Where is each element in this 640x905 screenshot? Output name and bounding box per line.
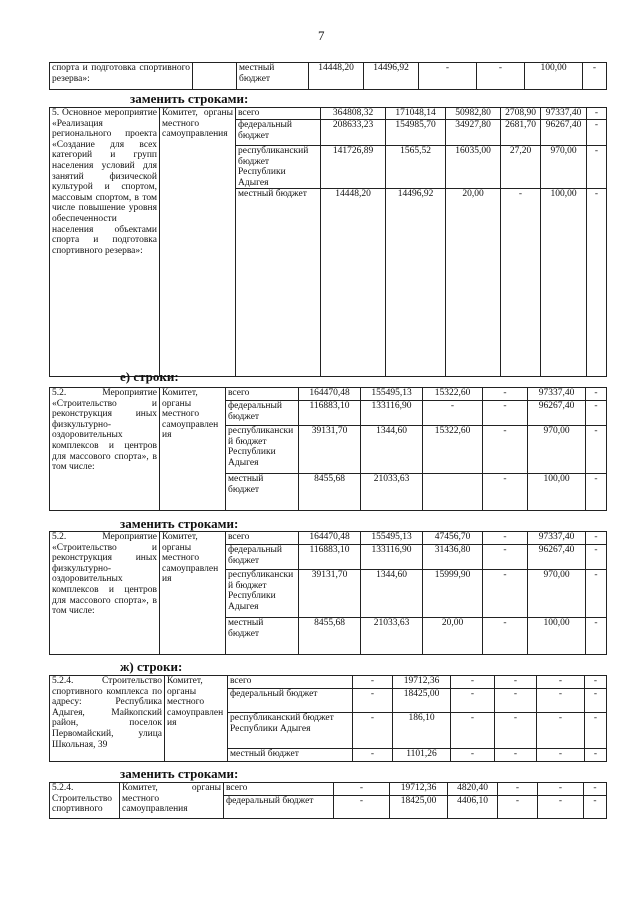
value-cell: 100,00 xyxy=(541,189,587,377)
value-cell: 31436,80 xyxy=(423,545,483,570)
table-row xyxy=(50,63,607,90)
table-measure-5 xyxy=(49,107,607,377)
measure-name-cell: 5.2.4. Строительство спортивного xyxy=(50,783,120,819)
value-cell: - xyxy=(498,783,538,796)
value-cell: 20,00 xyxy=(446,189,501,377)
executor-cell: Комитет, органы местного самоуправления xyxy=(160,108,236,377)
funding-source-cell: федеральный бюджет xyxy=(226,545,299,570)
value-cell: 100,00 xyxy=(528,618,586,655)
value-cell: 97337,40 xyxy=(528,388,586,401)
value-cell: 21033,63 xyxy=(361,618,423,655)
value-cell: 20,00 xyxy=(423,618,483,655)
value-cell: - xyxy=(501,189,541,377)
value-cell: - xyxy=(451,676,495,689)
value-cell: 100,00 xyxy=(525,63,583,90)
funding-source-cell: местный бюджет xyxy=(226,618,299,655)
table-measure-5-2-4-new xyxy=(49,782,607,819)
value-cell: - xyxy=(483,426,528,474)
funding-source-cell: местный бюджет xyxy=(237,63,309,90)
value-cell: - xyxy=(538,796,584,819)
value-cell: - xyxy=(537,689,585,713)
value-cell: 27,20 xyxy=(501,146,541,189)
value-cell: - xyxy=(586,545,607,570)
value-cell: 2708,90 xyxy=(501,108,541,120)
value-cell: 1344,60 xyxy=(361,426,423,474)
value-cell: - xyxy=(583,63,607,90)
value-cell: 14448,20 xyxy=(309,63,364,90)
value-cell: 100,00 xyxy=(528,474,586,511)
table-row xyxy=(50,783,607,796)
value-cell: 21033,63 xyxy=(361,474,423,511)
value-cell: - xyxy=(483,570,528,618)
value-cell: - xyxy=(585,676,607,689)
funding-source-cell: федеральный бюджет xyxy=(224,796,334,819)
value-cell: - xyxy=(483,401,528,426)
section-heading: заменить строками: xyxy=(120,516,239,531)
table-row xyxy=(50,676,607,689)
value-cell: 47456,70 xyxy=(423,532,483,545)
value-cell: 15322,60 xyxy=(423,426,483,474)
funding-source-cell: всего xyxy=(226,388,299,401)
value-cell: 155495,13 xyxy=(361,388,423,401)
measure-name-cell: 5.2.4. Строительство спортивного комплекса по адресу: Республика Адыгея, Майкопский район, поселок Первомайский, улица Школьная, 39 xyxy=(50,676,165,762)
value-cell: 1344,60 xyxy=(361,570,423,618)
value-cell: - xyxy=(537,713,585,749)
value-cell: - xyxy=(334,783,390,796)
value-cell: 2681,70 xyxy=(501,120,541,146)
funding-source-cell: всего xyxy=(226,532,299,545)
value-cell: 4406,10 xyxy=(448,796,498,819)
value-cell: 208633,23 xyxy=(321,120,386,146)
funding-source-cell: республиканский бюджет Республики Адыгея xyxy=(226,570,299,618)
value-cell: 96267,40 xyxy=(528,545,586,570)
value-cell: 96267,40 xyxy=(528,401,586,426)
value-cell: - xyxy=(537,676,585,689)
value-cell: - xyxy=(586,401,607,426)
value-cell: - xyxy=(586,570,607,618)
value-cell: 18425,00 xyxy=(393,689,451,713)
value-cell: 39131,70 xyxy=(299,570,361,618)
value-cell: 4820,40 xyxy=(448,783,498,796)
funding-source-cell: республиканский бюджет Республики Адыгея xyxy=(226,426,299,474)
table-measure-5-2-4-old xyxy=(49,675,607,762)
value-cell: - xyxy=(586,474,607,511)
value-cell: 141726,89 xyxy=(321,146,386,189)
value-cell: - xyxy=(584,796,607,819)
funding-source-cell: всего xyxy=(224,783,334,796)
value-cell: - xyxy=(353,689,393,713)
value-cell: - xyxy=(451,749,495,762)
measure-name-cell: спорта и подготовка спортивного резерва»: xyxy=(50,63,193,90)
measure-name-cell: 5.2. Мероприятие «Строительство и реконструкция иных физкультурно-оздоровительных комплексов и центров для массового спорта», в том числе: xyxy=(50,532,160,655)
value-cell: - xyxy=(423,401,483,426)
value-cell: 8455,68 xyxy=(299,474,361,511)
value-cell: 18425,00 xyxy=(390,796,448,819)
value-cell: - xyxy=(587,189,607,377)
funding-source-cell: республиканский бюджет Республики Адыгея xyxy=(228,713,353,749)
value-cell: 970,00 xyxy=(541,146,587,189)
value-cell: - xyxy=(451,689,495,713)
value-cell: 186,10 xyxy=(393,713,451,749)
value-cell: - xyxy=(585,713,607,749)
value-cell: 97337,40 xyxy=(541,108,587,120)
value-cell: - xyxy=(585,689,607,713)
value-cell: - xyxy=(498,796,538,819)
value-cell xyxy=(423,474,483,511)
value-cell: - xyxy=(587,146,607,189)
section-heading: ж) строки: xyxy=(120,659,183,674)
value-cell: 116883,10 xyxy=(299,401,361,426)
value-cell: - xyxy=(584,783,607,796)
funding-source-cell: местный бюджет xyxy=(226,474,299,511)
value-cell: - xyxy=(353,749,393,762)
measure-name-cell: 5.2. Мероприятие «Строительство и реконструкция иных физкультурно-оздоровительных комплексов и центров для массового спорта», в том числе: xyxy=(50,388,160,511)
value-cell: 171048,14 xyxy=(386,108,446,120)
table-row xyxy=(50,532,607,545)
value-cell: - xyxy=(334,796,390,819)
value-cell: - xyxy=(587,108,607,120)
executor-cell: Комитет, органы местного самоуправления xyxy=(120,783,224,819)
table-measure-5-2-new xyxy=(49,531,607,655)
value-cell: - xyxy=(587,120,607,146)
table-row xyxy=(50,388,607,401)
measure-name-cell: 5. Основное мероприятие «Реализация регионального проекта «Создание для всех категорий и групп населения условий для занятий физической культурой и спортом, массовым спортом, в том числе повышение уровня обеспеченности населения объектами спорта и подготовка спортивного резерва»: xyxy=(50,108,160,377)
value-cell: - xyxy=(451,713,495,749)
funding-source-cell: всего xyxy=(236,108,321,120)
value-cell: - xyxy=(483,545,528,570)
funding-source-cell: местный бюджет xyxy=(236,189,321,377)
value-cell: - xyxy=(353,676,393,689)
value-cell: - xyxy=(586,618,607,655)
value-cell: 96267,40 xyxy=(541,120,587,146)
value-cell: 155495,13 xyxy=(361,532,423,545)
value-cell: - xyxy=(586,388,607,401)
value-cell: - xyxy=(483,388,528,401)
section-heading: е) строки: xyxy=(120,369,179,384)
value-cell: 16035,00 xyxy=(446,146,501,189)
value-cell: - xyxy=(495,749,537,762)
value-cell: - xyxy=(477,63,525,90)
value-cell: 154985,70 xyxy=(386,120,446,146)
value-cell: 97337,40 xyxy=(528,532,586,545)
funding-source-cell: федеральный бюджет xyxy=(228,689,353,713)
value-cell: 50982,80 xyxy=(446,108,501,120)
section-heading: заменить строками: xyxy=(120,766,239,781)
executor-cell xyxy=(193,63,237,90)
table-measure-5-2-old xyxy=(49,387,607,511)
value-cell: - xyxy=(586,532,607,545)
value-cell: 8455,68 xyxy=(299,618,361,655)
funding-source-cell: федеральный бюджет xyxy=(226,401,299,426)
value-cell: 364808,32 xyxy=(321,108,386,120)
value-cell: - xyxy=(353,713,393,749)
section-heading: заменить строками: xyxy=(130,91,249,106)
value-cell: - xyxy=(483,618,528,655)
value-cell: 116883,10 xyxy=(299,545,361,570)
value-cell: 1565,52 xyxy=(386,146,446,189)
value-cell: - xyxy=(495,676,537,689)
page-number: 7 xyxy=(318,28,325,43)
value-cell: 970,00 xyxy=(528,570,586,618)
value-cell: 15322,60 xyxy=(423,388,483,401)
value-cell: 15999,90 xyxy=(423,570,483,618)
value-cell: 133116,90 xyxy=(361,401,423,426)
value-cell: 39131,70 xyxy=(299,426,361,474)
funding-source-cell: местный бюджет xyxy=(228,749,353,762)
table-fragment-top xyxy=(49,62,607,90)
funding-source-cell: федеральный бюджет xyxy=(236,120,321,146)
value-cell: 133116,90 xyxy=(361,545,423,570)
value-cell: - xyxy=(419,63,477,90)
value-cell: - xyxy=(537,749,585,762)
value-cell: 970,00 xyxy=(528,426,586,474)
value-cell: - xyxy=(495,689,537,713)
funding-source-cell: республиканский бюджет Республики Адыгея xyxy=(236,146,321,189)
value-cell: 1101,26 xyxy=(393,749,451,762)
value-cell: 14496,92 xyxy=(386,189,446,377)
executor-cell: Комитет, органы местного самоуправления xyxy=(160,532,226,655)
executor-cell: Комитет, органы местного самоуправления xyxy=(165,676,228,762)
value-cell: - xyxy=(586,426,607,474)
value-cell: 14496,92 xyxy=(364,63,419,90)
funding-source-cell: всего xyxy=(228,676,353,689)
value-cell: 19712,36 xyxy=(390,783,448,796)
value-cell: 19712,36 xyxy=(393,676,451,689)
value-cell: - xyxy=(495,713,537,749)
value-cell: 14448,20 xyxy=(321,189,386,377)
value-cell: - xyxy=(483,532,528,545)
value-cell: 34927,80 xyxy=(446,120,501,146)
value-cell: 164470,48 xyxy=(299,532,361,545)
executor-cell: Комитет, органы местного самоуправления xyxy=(160,388,226,511)
value-cell: - xyxy=(483,474,528,511)
table-row xyxy=(50,108,607,120)
value-cell: 164470,48 xyxy=(299,388,361,401)
value-cell: - xyxy=(585,749,607,762)
value-cell: - xyxy=(538,783,584,796)
